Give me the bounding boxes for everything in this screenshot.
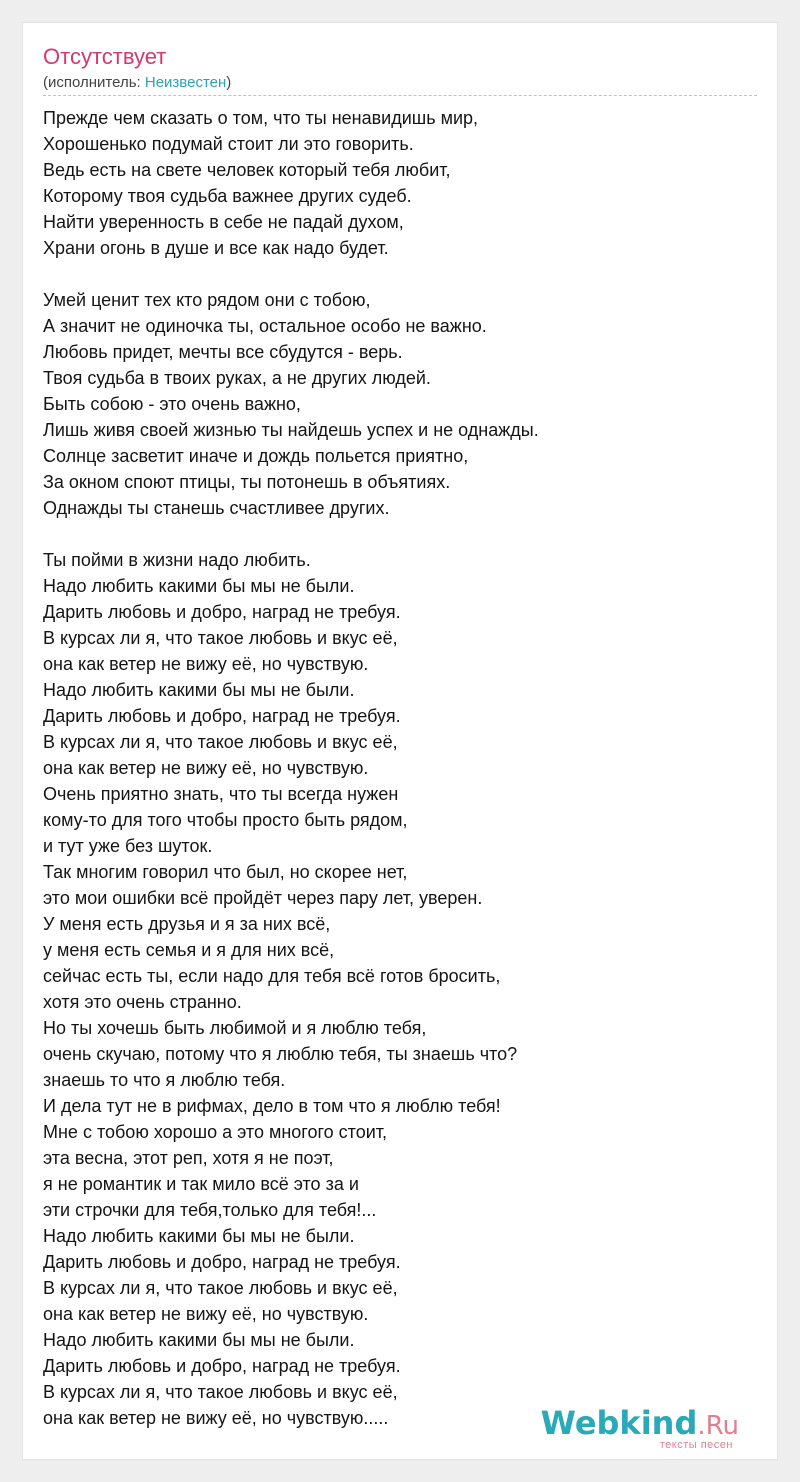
- lyric-line: За окном споют птицы, ты потонешь в объятиях.: [43, 472, 451, 492]
- lyric-line: Мне с тобою хорошо а это многого стоит,: [43, 1122, 388, 1142]
- lyric-line: Так многим говорил что был, но скорее нет,: [43, 862, 408, 882]
- lyric-line: она как ветер не вижу её, но чувствую.: [43, 654, 369, 674]
- lyric-line: Очень приятно знать, что ты всегда нужен: [43, 784, 399, 804]
- lyric-line: Найти уверенность в себе не падай духом,: [43, 212, 404, 232]
- lyric-line: И дела тут не в рифмах, дело в том что я люблю тебя!: [43, 1096, 501, 1116]
- lyric-line: Надо любить какими бы мы не были.: [43, 1226, 355, 1246]
- lyric-line: Надо любить какими бы мы не были.: [43, 1330, 355, 1350]
- lyric-line: В курсах ли я, что такое любовь и вкус её,: [43, 1278, 398, 1298]
- lyric-line: это мои ошибки всё пройдёт через пару лет, уверен.: [43, 888, 483, 908]
- lyric-line: у меня есть семья и я для них всё,: [43, 940, 335, 960]
- lyric-line: Надо любить какими бы мы не были.: [43, 680, 355, 700]
- lyrics-card: [22, 22, 778, 1460]
- lyric-line: Любовь придет, мечты все сбудутся - верь.: [43, 342, 403, 362]
- lyrics-stanza: [43, 547, 759, 1431]
- lyric-line: Храни огонь в душе и все как надо будет.: [43, 238, 389, 258]
- artist-line: [43, 73, 231, 93]
- lyric-line: Дарить любовь и добро, наград не требуя.: [43, 1356, 401, 1376]
- lyric-line: эта весна, этот реп, хотя я не поэт,: [43, 1148, 334, 1168]
- lyric-line: Ведь есть на свете человек который тебя любит,: [43, 160, 451, 180]
- lyrics-stanza: [43, 287, 759, 521]
- lyrics-stanza: [43, 105, 759, 261]
- lyric-line: Солнце засветит иначе и дождь польется приятно,: [43, 446, 469, 466]
- lyric-line: эти строчки для тебя,только для тебя!...: [43, 1200, 377, 1220]
- lyric-line: очень скучаю, потому что я люблю тебя, ты знаешь что?: [43, 1044, 518, 1064]
- webkind-logo[interactable]: [540, 1404, 769, 1453]
- lyric-line: и тут уже без шуток.: [43, 836, 213, 856]
- lyric-line: А значит не одиночка ты, остальное особо не важно.: [43, 316, 487, 336]
- lyric-line: Твоя судьба в твоих руках, а не других людей.: [43, 368, 431, 388]
- logo-tld-text: .Ru: [697, 1411, 739, 1441]
- lyric-line: я не романтик и так мило всё это за и: [43, 1174, 359, 1194]
- lyric-line: Ты пойми в жизни надо любить.: [43, 550, 311, 570]
- artist-link[interactable]: Неизвестен: [144, 74, 227, 91]
- lyric-line: Дарить любовь и добро, наград не требуя.: [43, 706, 401, 726]
- lyric-line: В курсах ли я, что такое любовь и вкус её,: [43, 732, 398, 752]
- lyric-line: Однажды ты станешь счастливее других.: [43, 498, 390, 518]
- lyric-line: сейчас есть ты, если надо для тебя всё готов бросить,: [43, 966, 501, 986]
- artist-prefix: (исполнитель:: [43, 74, 145, 91]
- lyric-line: У меня есть друзья и я за них всё,: [43, 914, 331, 934]
- logo-main-text: Webkind: [540, 1404, 698, 1442]
- lyric-line: Быть собою - это очень важно,: [43, 394, 301, 414]
- lyric-line: она как ветер не вижу её, но чувствую.: [43, 758, 369, 778]
- lyric-line: она как ветер не вижу её, но чувствую.: [43, 1304, 369, 1324]
- lyric-line: Но ты хочешь быть любимой и я люблю тебя,: [43, 1018, 427, 1038]
- title-divider: [43, 95, 757, 96]
- lyric-line: В курсах ли я, что такое любовь и вкус её,: [43, 628, 398, 648]
- lyric-line: Дарить любовь и добро, наград не требуя.: [43, 1252, 401, 1272]
- lyric-line: кому-то для того чтобы просто быть рядом,: [43, 810, 408, 830]
- lyric-line: знаешь то что я люблю тебя.: [43, 1070, 286, 1090]
- lyric-line: Которому твоя судьба важнее других судеб.: [43, 186, 412, 206]
- lyric-line: Хорошенько подумай стоит ли это говорить.: [43, 134, 414, 154]
- song-title: Отсутствует: [43, 44, 167, 69]
- lyric-line: Дарить любовь и добро, наград не требуя.: [43, 602, 401, 622]
- lyric-line: В курсах ли я, что такое любовь и вкус её,: [43, 1382, 398, 1402]
- lyric-line: Умей ценит тех кто рядом они с тобою,: [43, 290, 371, 310]
- lyric-line: Прежде чем сказать о том, что ты ненавидишь мир,: [43, 108, 479, 128]
- lyric-line: Надо любить какими бы мы не были.: [43, 576, 355, 596]
- lyric-line: хотя это очень странно.: [43, 992, 242, 1012]
- lyric-line: Лишь живя своей жизнью ты найдешь успех и не однажды.: [43, 420, 539, 440]
- logo-tagline: тексты песен: [659, 1439, 733, 1451]
- lyrics-body: [43, 105, 759, 1431]
- lyric-line: она как ветер не вижу её, но чувствую.....: [43, 1408, 389, 1428]
- artist-suffix: ): [226, 74, 232, 91]
